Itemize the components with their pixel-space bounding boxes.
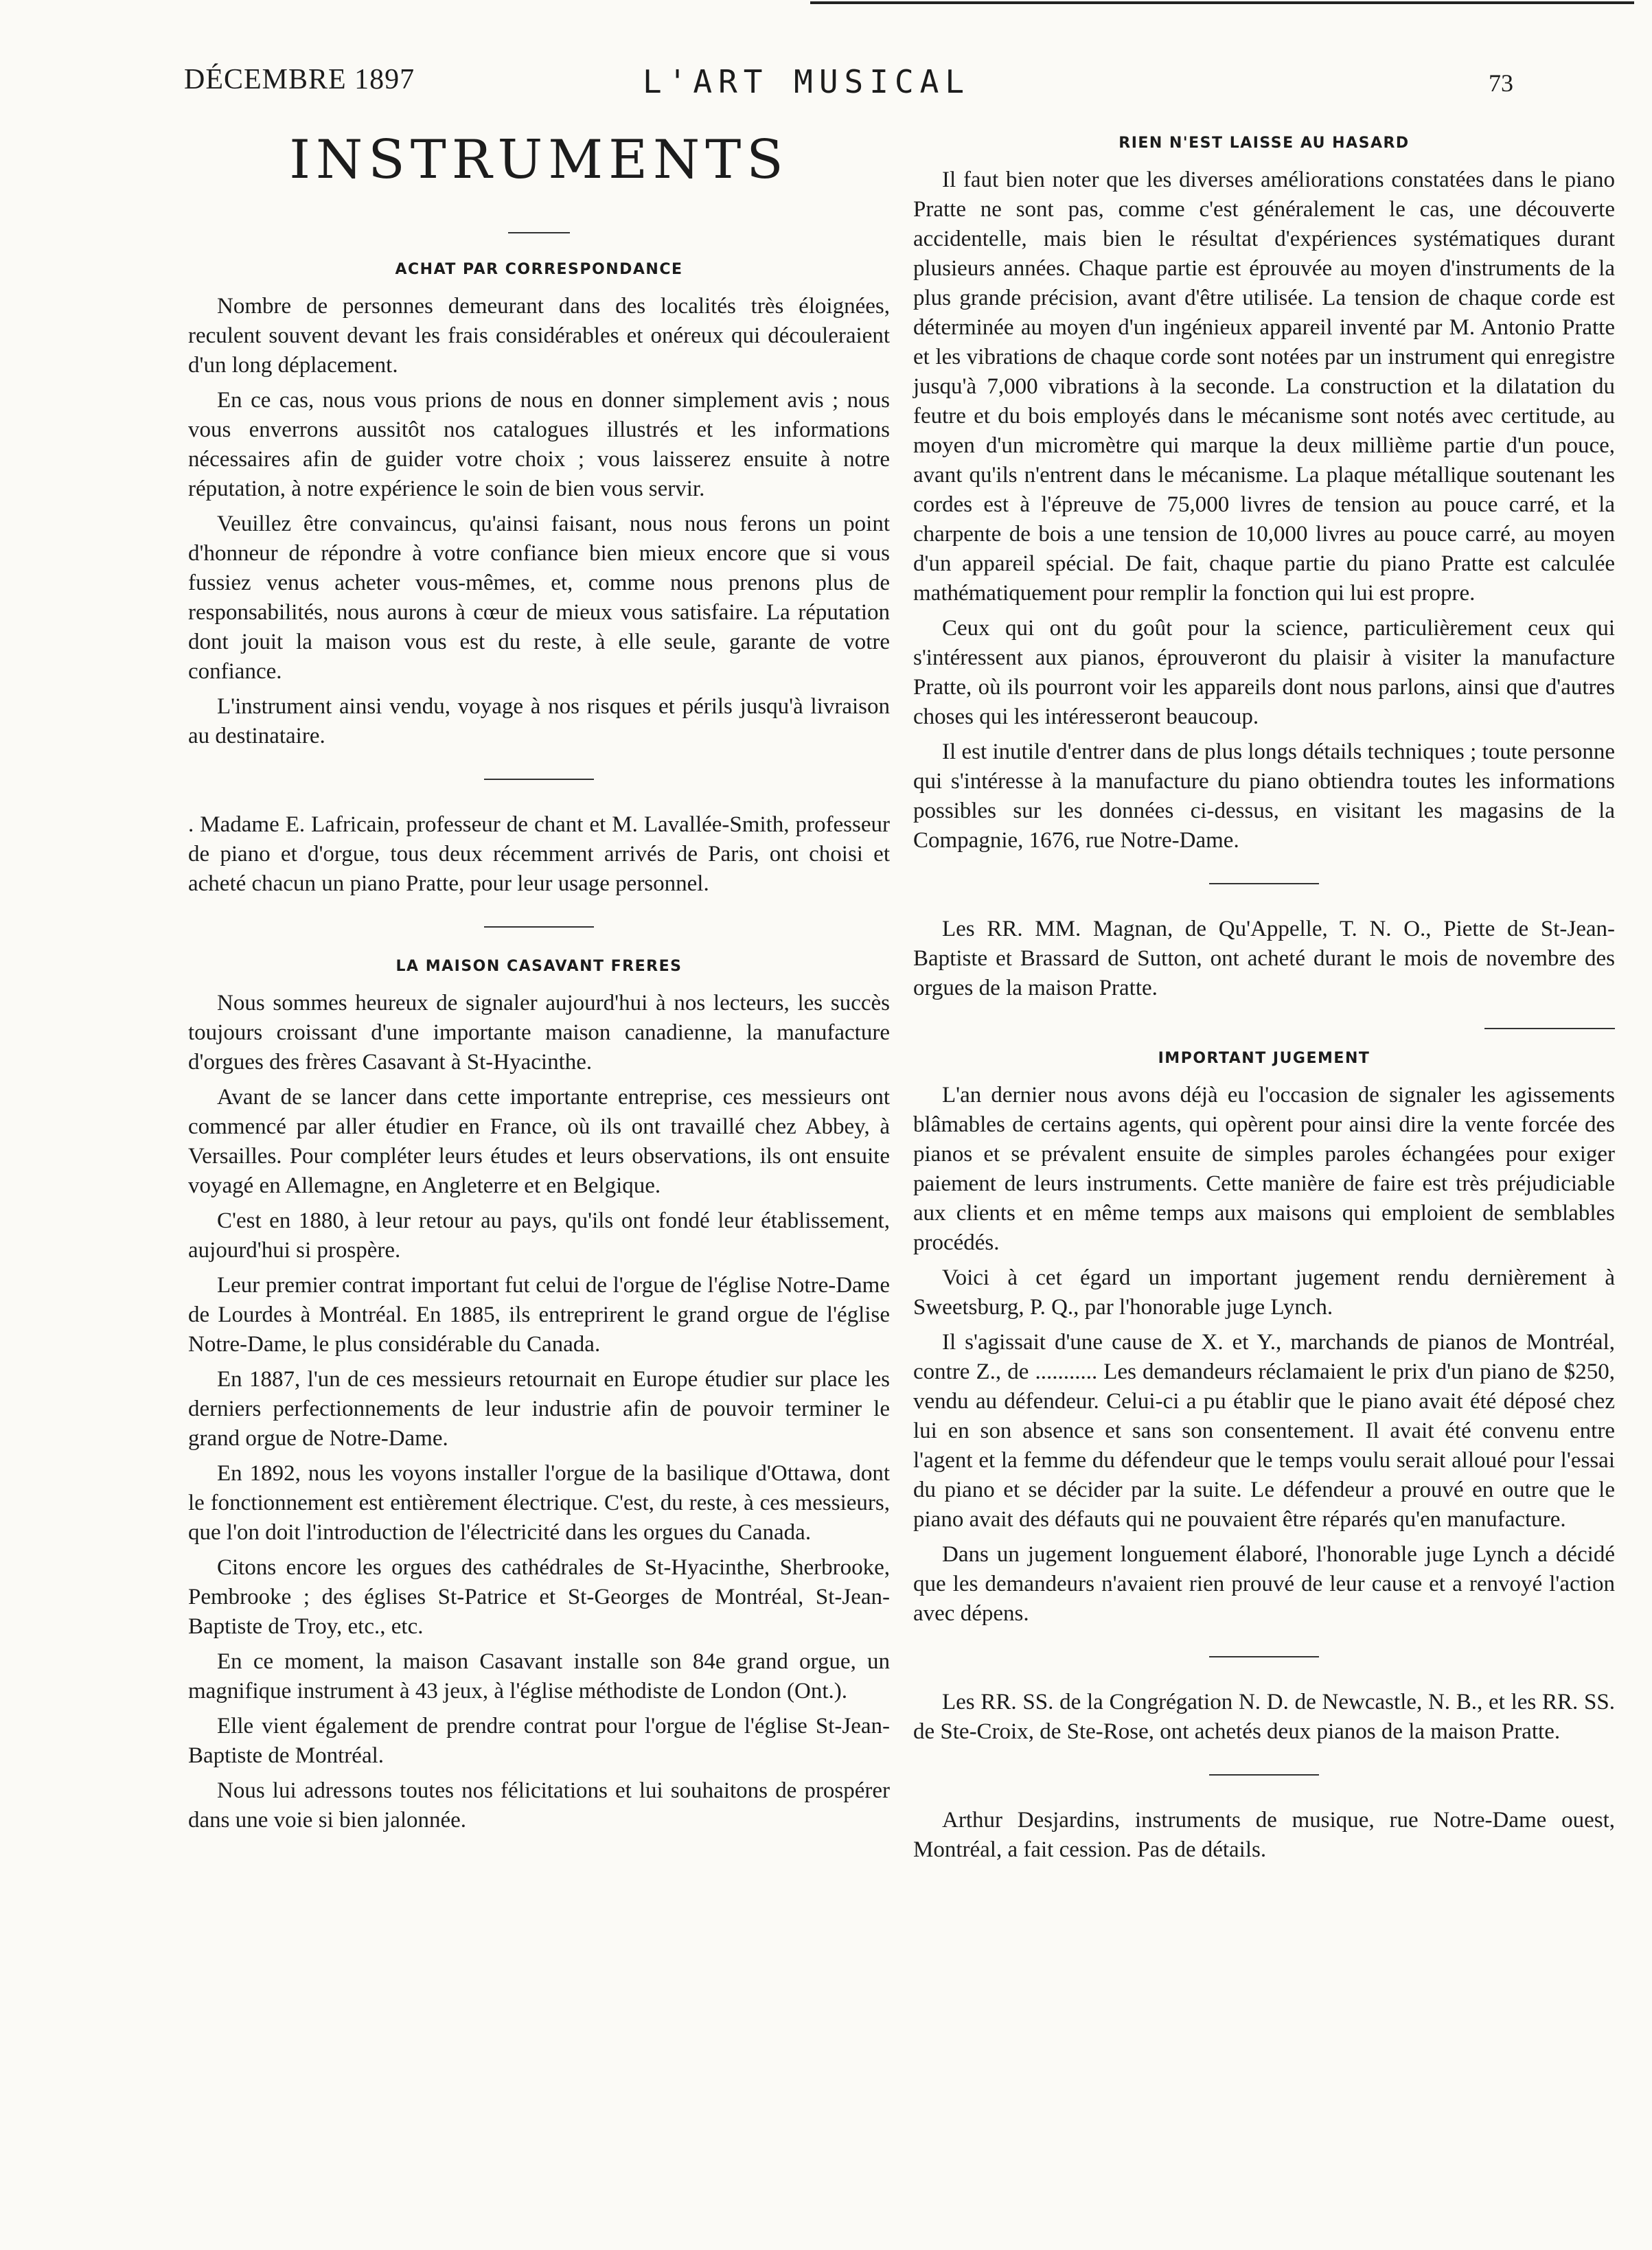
divider	[484, 926, 594, 928]
page-number: 73	[1489, 69, 1513, 97]
paragraph: Il faut bien noter que les diverses améliorations constatées dans le piano Pratte ne sont pas, comme c'est généralement le cas, une découverte accidentelle, mais bien le résultat d'expériences systématiques durant plusieurs années. Chaque partie est éprouvée au moyen d'instruments de la plus grande précision, avant d'être utilisée. La tension de chaque corde est déterminée au moyen d'un ingénieux appareil inventé par M. Antonio Pratte et les vibrations de chaque corde sont notées par un instrument qui enregistre jusqu'à 7,000 vibrations à la seconde. La construction et la dilatation du feutre et du bois employés dans le mécanisme sont notés avec certitude, au moyen d'un micromètre qui marque la deux millième partie d'un pouce, avant qu'ils n'entrent dans le mécanisme. La plaque métallique soutenant les cordes est à l'épreuve de 75,000 livres de tension au pouce carré, et la charpente de bois a une tension de 10,000 livres au pouce carré, au moyen d'un appareil spécial. De fait, chaque partie du piano Pratte est calculée mathématiquement pour remplir la fonction qui lui est propre.	[913, 168, 1615, 606]
paragraph: En 1887, l'un de ces messieurs retournait en Europe étudier sur place les derniers perfectionnements de leur industrie afin de pouvoir terminer le grand orgue de Notre-Dame.	[188, 1367, 890, 1451]
heading-jugement: IMPORTANT JUGEMENT	[1158, 1050, 1370, 1067]
paragraph: Leur premier contrat important fut celui de l'orgue de l'église Notre-Dame de Lourdes à Montréal. En 1885, ils entreprirent le grand orgue de l'église Notre-Dame, le plus considérable du Canada.	[188, 1273, 890, 1357]
paragraph: Veuillez être convaincus, qu'ainsi faisant, nous nous ferons un point d'honneur de répondre à votre confiance bien mieux encore que si vous fussiez venus acheter vous-mêmes, et, comme nous prenons plus de responsabilités, nous aurons à cœur de mieux vous satisfaire. La réputation dont jouit la maison vous est du reste, à elle seule, garante de votre confiance.	[188, 512, 890, 684]
paragraph: Les RR. MM. Magnan, de Qu'Appelle, T. N. O., Piette de St-Jean-Baptiste et Brassard de Sutton, ont acheté durant le mois de novembre des orgues de la maison Pratte.	[913, 917, 1615, 1000]
issue-date: DÉCEMBRE 1897	[184, 64, 415, 95]
masthead: L'ART MUSICAL	[643, 63, 971, 100]
paragraph: Arthur Desjardins, instruments de musique, rue Notre-Dame ouest, Montréal, a fait cession. Pas de détails.	[913, 1808, 1615, 1862]
divider	[484, 779, 594, 780]
paragraph: Avant de se lancer dans cette importante entreprise, ces messieurs ont commencé par aller étudier en France, où ils ont travaillé chez Abbey, à Versailles. Pour compléter leurs études et leurs observations, ils ont ensuite voyagé en Allemagne, en Angleterre et en Belgique.	[188, 1085, 890, 1198]
paragraph: Dans un jugement longuement élaboré, l'honorable juge Lynch a décidé que les demandeurs n'avaient rien prouvé de leur cause et a renvoyé l'action avec dépens.	[913, 1542, 1615, 1626]
paragraph: L'an dernier nous avons déjà eu l'occasion de signaler les agissements blâmables de certains agents, qui opèrent pour ainsi dire la vente forcée des pianos et se prévalent ensuite de simples paroles échangées pour exiger paiement de leurs instruments. Cette manière de faire est très préjudiciable aux clients et en même temps aux maisons qui emploient de semblables procédés.	[913, 1083, 1615, 1255]
paragraph: En ce cas, nous vous prions de nous en donner simplement avis ; nous vous enverrons aussitôt nos catalogues illustrés et les informations nécessaires afin de guider votre choix ; vous laisserez ensuite à notre réputation, à notre expérience le soin de bien vous servir.	[188, 388, 890, 501]
paragraph: Ceux qui ont du goût pour la science, particulièrement ceux qui s'intéressent aux pianos, éprouveront du plaisir à visiter la manufacture Pratte, où ils pourront voir les appareils dont nous parlons, ainsi que d'autres choses qui les intéresseront beaucoup.	[913, 616, 1615, 729]
divider	[1209, 883, 1319, 884]
paragraph: Citons encore les orgues des cathédrales de St-Hyacinthe, Sherbrooke, Pembrooke ; des églises St-Patrice et St-Georges de Montréal, St-Jean-Baptiste de Troy, etc., etc.	[188, 1555, 890, 1639]
paragraph: Voici à cet égard un important jugement rendu dernièrement à Sweetsburg, P. Q., par l'honorable juge Lynch.	[913, 1265, 1615, 1320]
right-column	[913, 135, 1615, 1870]
paragraph: Nous sommes heureux de signaler aujourd'hui à nos lecteurs, les succès toujours croissant d'une importante maison canadienne, la manufacture d'orgues des frères Casavant à St-Hyacinthe.	[188, 991, 890, 1075]
divider	[1209, 1656, 1319, 1657]
page-header	[0, 63, 1652, 104]
paragraph: En 1892, nous les voyons installer l'orgue de la basilique d'Ottawa, dont le fonctionnement est entièrement électrique. C'est, du reste, à ces messieurs, que l'on doit l'introduction de l'électricité dans les orgues du Canada.	[188, 1461, 890, 1545]
heading-hasard: RIEN N'EST LAISSE AU HASARD	[1118, 135, 1410, 152]
top-rule	[810, 1, 1634, 4]
left-column	[188, 124, 890, 1841]
paragraph: Elle vient également de prendre contrat pour l'orgue de l'église St-Jean-Baptiste de Montréal.	[188, 1714, 890, 1768]
divider	[1209, 1774, 1319, 1776]
paragraph: En ce moment, la maison Casavant installe son 84e grand orgue, un magnifique instrument à 43 jeux, à l'église méthodiste de London (Ont.).	[188, 1649, 890, 1703]
paragraph: L'instrument ainsi vendu, voyage à nos risques et périls jusqu'à livraison au destinataire.	[188, 694, 890, 748]
paragraph: Nombre de personnes demeurant dans des localités très éloignées, reculent souvent devant les frais considérables et onéreux qui découleraient d'un long déplacement.	[188, 294, 890, 378]
paragraph: Il s'agissait d'une cause de X. et Y., marchands de pianos de Montréal, contre Z., de ........... Les demandeurs réclamaient le prix d'un piano de $250, vendu au défendeur. Celui-ci a pu établir que le piano avait été déposé chez lui en son absence et sans son consentement. Il avait été convenu entre l'agent et la femme du défendeur que le temps voulu serait alloué pour l'essai du piano et se décider par la suite. Le défendeur a prouvé en outre que le piano avait des défauts qui ne pouvaient être réparés qu'en manufacture.	[913, 1330, 1615, 1532]
section-title: INSTRUMENTS	[289, 129, 789, 191]
paragraph: C'est en 1880, à leur retour au pays, qu'ils ont fondé leur établissement, aujourd'hui si prospère.	[188, 1208, 890, 1263]
divider	[1484, 1028, 1615, 1029]
heading-achat: ACHAT PAR CORRESPONDANCE	[395, 261, 683, 278]
paragraph: . Madame E. Lafricain, professeur de chant et M. Lavallée-Smith, professeur de piano et d'orgue, tous deux récemment arrivés de Paris, ont choisi et acheté chacun un piano Pratte, pour leur usage personnel.	[188, 812, 890, 896]
paragraph: Les RR. SS. de la Congrégation N. D. de Newcastle, N. B., et les RR. SS. de Ste-Croix, de Ste-Rose, ont achetés deux pianos de la maison Pratte.	[913, 1690, 1615, 1744]
paragraph: Il est inutile d'entrer dans de plus longs détails techniques ; toute personne qui s'intéresse à la manufacture du piano obtiendra toutes les informations possibles sur les données ci-dessus, en visitant les magasins de la Compagnie, 1676, rue Notre-Dame.	[913, 739, 1615, 853]
divider	[508, 232, 570, 233]
paragraph: Nous lui adressons toutes nos félicitations et lui souhaitons de prospérer dans une voie si bien jalonnée.	[188, 1778, 890, 1833]
heading-casavant: LA MAISON CASAVANT FRERES	[395, 958, 682, 975]
